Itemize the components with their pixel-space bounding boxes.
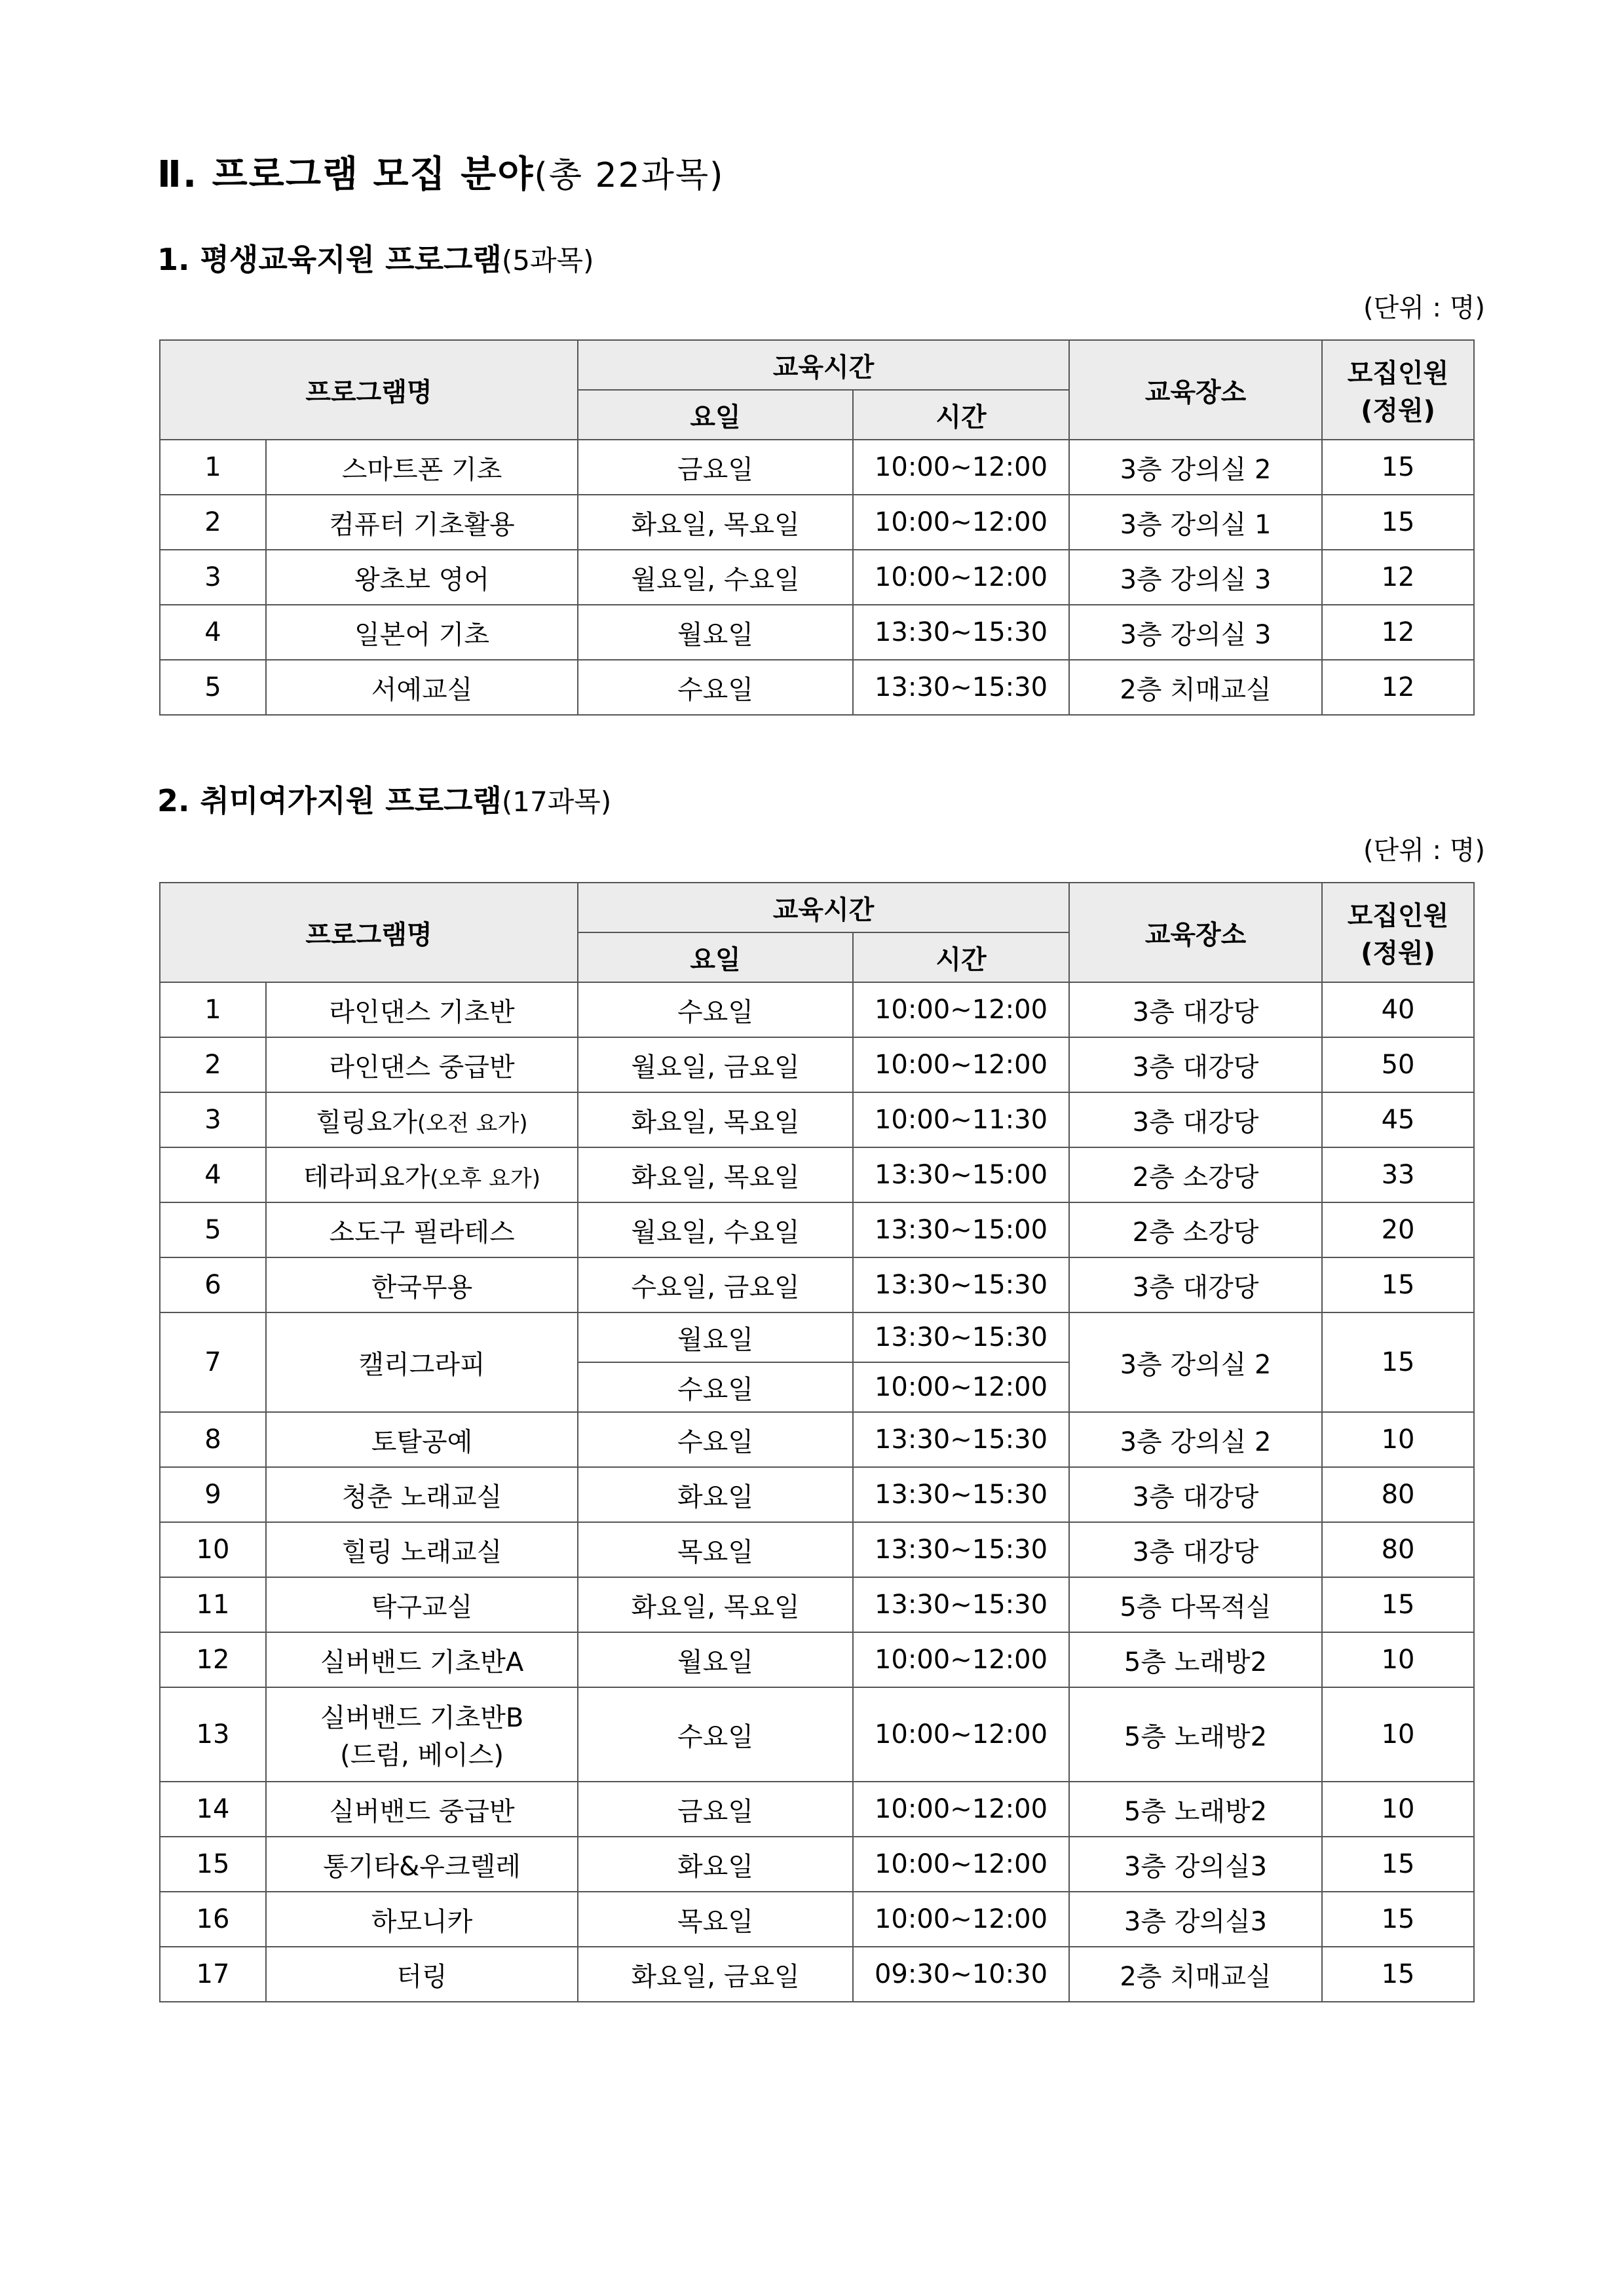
day-cell: 월요일	[578, 1312, 853, 1362]
table-row	[160, 1632, 1474, 1687]
table-row	[160, 1837, 1474, 1892]
program-name	[266, 1092, 578, 1147]
place-cell: 5층 다목적실	[1069, 1577, 1322, 1632]
program-name-text: 스마트폰 기초	[341, 454, 502, 485]
table-row	[160, 1147, 1474, 1202]
quota-cell: 10	[1322, 1412, 1474, 1467]
program-name	[266, 1202, 578, 1257]
day-cell: 화요일, 목요일	[578, 1147, 853, 1202]
col-header-program: 프로그램명	[160, 883, 578, 982]
col-header-place: 교육장소	[1069, 340, 1322, 440]
program-name-text: 한국무용	[371, 1272, 473, 1303]
quota-cell: 15	[1322, 495, 1474, 550]
quota-cell: 15	[1322, 1312, 1474, 1412]
row-number: 3	[160, 1092, 266, 1147]
program-name-text: 서예교실	[371, 674, 473, 705]
col-header-quota-line1: 모집인원	[1347, 358, 1449, 389]
table-row	[160, 605, 1474, 660]
quota-cell: 10	[1322, 1687, 1474, 1782]
program-name	[266, 1782, 578, 1837]
place-cell: 3층 강의실 2	[1069, 1412, 1322, 1467]
place-cell: 5층 노래방2	[1069, 1687, 1322, 1782]
row-number: 14	[160, 1782, 266, 1837]
time-cell: 10:00~11:30	[853, 1092, 1069, 1147]
row-number: 15	[160, 1837, 266, 1892]
time-cell: 10:00~12:00	[853, 1037, 1069, 1092]
main-heading-suffix: (총 22과목)	[534, 156, 725, 195]
table-row	[160, 1892, 1474, 1947]
time-cell: 13:30~15:30	[853, 1522, 1069, 1577]
time-cell: 10:00~12:00	[853, 1892, 1069, 1947]
table-row	[160, 1782, 1474, 1837]
time-cell: 10:00~12:00	[853, 1362, 1069, 1412]
section1-unit: (단위 : 명)	[1363, 293, 1485, 323]
program-name-text: 통기타&우크렐레	[323, 1851, 521, 1882]
row-number: 4	[160, 605, 266, 660]
table-row	[160, 440, 1474, 495]
quota-cell: 15	[1322, 440, 1474, 495]
col-header-edu-time: 교육시간	[578, 883, 1069, 932]
day-cell: 수요일	[578, 1687, 853, 1782]
row-number: 5	[160, 660, 266, 715]
day-cell: 월요일, 금요일	[578, 1037, 853, 1092]
quota-cell: 80	[1322, 1467, 1474, 1522]
section2-title-text: 2. 취미여가지원 프로그램	[157, 783, 502, 818]
program-name	[266, 1892, 578, 1947]
place-cell: 3층 대강당	[1069, 982, 1322, 1037]
col-header-edu-time: 교육시간	[578, 340, 1069, 390]
place-cell: 3층 대강당	[1069, 1522, 1322, 1577]
program-name	[266, 1837, 578, 1892]
quota-cell: 33	[1322, 1147, 1474, 1202]
program-name	[266, 1467, 578, 1522]
place-cell: 5층 노래방2	[1069, 1782, 1322, 1837]
row-number: 13	[160, 1687, 266, 1782]
program-name	[266, 660, 578, 715]
program-name-text: 실버밴드 중급반	[329, 1796, 515, 1827]
program-name-text: 실버밴드 기초반B	[320, 1703, 524, 1733]
time-cell: 10:00~12:00	[853, 1687, 1069, 1782]
time-cell: 13:30~15:30	[853, 1412, 1069, 1467]
table-row	[160, 1037, 1474, 1092]
section2-unit: (단위 : 명)	[1363, 835, 1485, 866]
program-name	[266, 495, 578, 550]
time-cell: 10:00~12:00	[853, 440, 1069, 495]
table-row	[160, 1467, 1474, 1522]
time-cell: 13:30~15:30	[853, 1467, 1069, 1522]
quota-cell: 15	[1322, 1257, 1474, 1312]
place-cell: 3층 대강당	[1069, 1467, 1322, 1522]
time-cell: 10:00~12:00	[853, 1837, 1069, 1892]
place-cell: 3층 강의실3	[1069, 1837, 1322, 1892]
quota-cell: 12	[1322, 605, 1474, 660]
row-number: 11	[160, 1577, 266, 1632]
col-header-program: 프로그램명	[160, 340, 578, 440]
quota-cell: 15	[1322, 1947, 1474, 2002]
program-name-text: 컴퓨터 기초활용	[329, 509, 515, 540]
row-number: 10	[160, 1522, 266, 1577]
table-row	[160, 1312, 1474, 1362]
place-cell: 3층 대강당	[1069, 1037, 1322, 1092]
day-cell: 월요일	[578, 605, 853, 660]
program-name	[266, 605, 578, 660]
row-number: 5	[160, 1202, 266, 1257]
place-cell: 3층 강의실3	[1069, 1892, 1322, 1947]
table-row	[160, 1257, 1474, 1312]
program-name	[266, 1412, 578, 1467]
row-number: 9	[160, 1467, 266, 1522]
day-cell: 화요일, 목요일	[578, 1092, 853, 1147]
time-cell: 10:00~12:00	[853, 982, 1069, 1037]
table-row	[160, 1412, 1474, 1467]
table-row	[160, 1577, 1474, 1632]
col-header-quota-line2: (정원)	[1361, 396, 1435, 426]
main-heading	[157, 145, 724, 198]
row-number: 8	[160, 1412, 266, 1467]
quota-cell: 12	[1322, 550, 1474, 605]
table-row	[160, 550, 1474, 605]
day-cell: 금요일	[578, 440, 853, 495]
place-cell: 3층 강의실 2	[1069, 440, 1322, 495]
program-name-text: 실버밴드 기초반A	[320, 1647, 524, 1677]
day-cell: 목요일	[578, 1522, 853, 1577]
place-cell: 2층 소강당	[1069, 1147, 1322, 1202]
time-cell: 13:30~15:30	[853, 1577, 1069, 1632]
time-cell: 10:00~12:00	[853, 1632, 1069, 1687]
place-cell: 3층 대강당	[1069, 1092, 1322, 1147]
program-name-line2: (드럼, 베이스)	[340, 1740, 504, 1770]
row-number: 17	[160, 1947, 266, 2002]
place-cell: 2층 치매교실	[1069, 1947, 1322, 2002]
col-header-time: 시간	[853, 390, 1069, 440]
time-cell: 10:00~12:00	[853, 1782, 1069, 1837]
quota-cell: 80	[1322, 1522, 1474, 1577]
time-cell: 13:30~15:30	[853, 1312, 1069, 1362]
program-name-text: 캘리그라피	[358, 1349, 485, 1380]
time-cell: 13:30~15:30	[853, 1257, 1069, 1312]
place-cell: 3층 강의실 2	[1069, 1312, 1322, 1412]
time-cell: 13:30~15:30	[853, 605, 1069, 660]
quota-cell: 15	[1322, 1892, 1474, 1947]
table-row	[160, 495, 1474, 550]
day-cell: 수요일	[578, 660, 853, 715]
day-cell: 월요일, 수요일	[578, 550, 853, 605]
place-cell: 3층 강의실 1	[1069, 495, 1322, 550]
table-row	[160, 1522, 1474, 1577]
day-cell: 수요일	[578, 982, 853, 1037]
program-name	[266, 1632, 578, 1687]
day-cell: 수요일, 금요일	[578, 1257, 853, 1312]
program-name-text: 토탈공예	[371, 1426, 473, 1457]
program-name	[266, 1257, 578, 1312]
col-header-place: 교육장소	[1069, 883, 1322, 982]
program-name	[266, 982, 578, 1037]
time-cell: 13:30~15:00	[853, 1147, 1069, 1202]
time-cell: 13:30~15:30	[853, 660, 1069, 715]
row-number: 1	[160, 440, 266, 495]
program-name-text: 힐링요가	[316, 1107, 417, 1138]
quota-cell: 12	[1322, 660, 1474, 715]
place-cell: 2층 치매교실	[1069, 660, 1322, 715]
place-cell: 3층 대강당	[1069, 1257, 1322, 1312]
place-cell: 2층 소강당	[1069, 1202, 1322, 1257]
row-number: 3	[160, 550, 266, 605]
time-cell: 10:00~12:00	[853, 550, 1069, 605]
day-cell: 금요일	[578, 1782, 853, 1837]
section1-table	[159, 339, 1475, 716]
time-cell: 13:30~15:00	[853, 1202, 1069, 1257]
quota-cell: 10	[1322, 1632, 1474, 1687]
col-header-day: 요일	[578, 932, 853, 982]
col-header-quota	[1322, 883, 1474, 982]
program-name	[266, 1312, 578, 1412]
quota-cell: 15	[1322, 1577, 1474, 1632]
table-row	[160, 660, 1474, 715]
program-name	[266, 1947, 578, 2002]
program-name-text: 터링	[396, 1961, 447, 1992]
table-row	[160, 1687, 1474, 1782]
col-header-quota-line1: 모집인원	[1347, 901, 1449, 931]
program-name	[266, 1147, 578, 1202]
time-cell: 10:00~12:00	[853, 495, 1069, 550]
row-number: 12	[160, 1632, 266, 1687]
program-name-text: 왕초보 영어	[354, 564, 489, 595]
table-row	[160, 1202, 1474, 1257]
program-name	[266, 1687, 578, 1782]
section1-title	[157, 236, 594, 279]
program-name-text: 청춘 노래교실	[341, 1482, 502, 1512]
section2-title	[157, 777, 611, 820]
program-name	[266, 550, 578, 605]
program-name-text: 탁구교실	[371, 1592, 473, 1622]
col-header-quota-line2: (정원)	[1361, 938, 1435, 968]
program-name-text: 라인댄스 기초반	[329, 997, 515, 1027]
row-number: 7	[160, 1312, 266, 1412]
section2-table	[159, 882, 1475, 2002]
row-number: 16	[160, 1892, 266, 1947]
row-number: 1	[160, 982, 266, 1037]
day-cell: 목요일	[578, 1892, 853, 1947]
row-number: 6	[160, 1257, 266, 1312]
quota-cell: 10	[1322, 1782, 1474, 1837]
day-cell: 월요일	[578, 1632, 853, 1687]
day-cell: 화요일	[578, 1467, 853, 1522]
section2-title-suffix: (17과목)	[501, 786, 612, 818]
day-cell: 화요일, 금요일	[578, 1947, 853, 2002]
row-number: 2	[160, 495, 266, 550]
program-name-text: 소도구 필라테스	[329, 1217, 515, 1248]
program-name	[266, 1522, 578, 1577]
program-name-note: (오전 요가)	[417, 1110, 528, 1137]
quota-cell: 20	[1322, 1202, 1474, 1257]
col-header-day: 요일	[578, 390, 853, 440]
quota-cell: 15	[1322, 1837, 1474, 1892]
place-cell: 5층 노래방2	[1069, 1632, 1322, 1687]
program-name-text: 하모니카	[371, 1906, 473, 1937]
day-cell: 수요일	[578, 1412, 853, 1467]
program-name-text: 테라피요가	[303, 1162, 430, 1193]
row-number: 2	[160, 1037, 266, 1092]
place-cell: 3층 강의실 3	[1069, 550, 1322, 605]
day-cell: 수요일	[578, 1362, 853, 1412]
table-row	[160, 1947, 1474, 2002]
table-row	[160, 982, 1474, 1037]
section1-title-text: 1. 평생교육지원 프로그램	[157, 242, 502, 277]
row-number: 4	[160, 1147, 266, 1202]
quota-cell: 45	[1322, 1092, 1474, 1147]
main-heading-text: Ⅱ. 프로그램 모집 분야	[157, 153, 535, 196]
quota-cell: 50	[1322, 1037, 1474, 1092]
time-cell: 09:30~10:30	[853, 1947, 1069, 2002]
section1-title-suffix: (5과목)	[501, 244, 594, 277]
program-name	[266, 440, 578, 495]
day-cell: 화요일, 목요일	[578, 495, 853, 550]
table-row	[160, 1092, 1474, 1147]
place-cell: 3층 강의실 3	[1069, 605, 1322, 660]
day-cell: 월요일, 수요일	[578, 1202, 853, 1257]
day-cell: 화요일	[578, 1837, 853, 1892]
program-name-text: 라인댄스 중급반	[329, 1052, 515, 1082]
program-name-text: 일본어 기초	[354, 619, 489, 650]
day-cell: 화요일, 목요일	[578, 1577, 853, 1632]
col-header-time: 시간	[853, 932, 1069, 982]
col-header-quota	[1322, 340, 1474, 440]
quota-cell: 40	[1322, 982, 1474, 1037]
program-name-note: (오후 요가)	[430, 1165, 540, 1192]
program-name	[266, 1037, 578, 1092]
program-name	[266, 1577, 578, 1632]
program-name-text: 힐링 노래교실	[341, 1537, 502, 1567]
